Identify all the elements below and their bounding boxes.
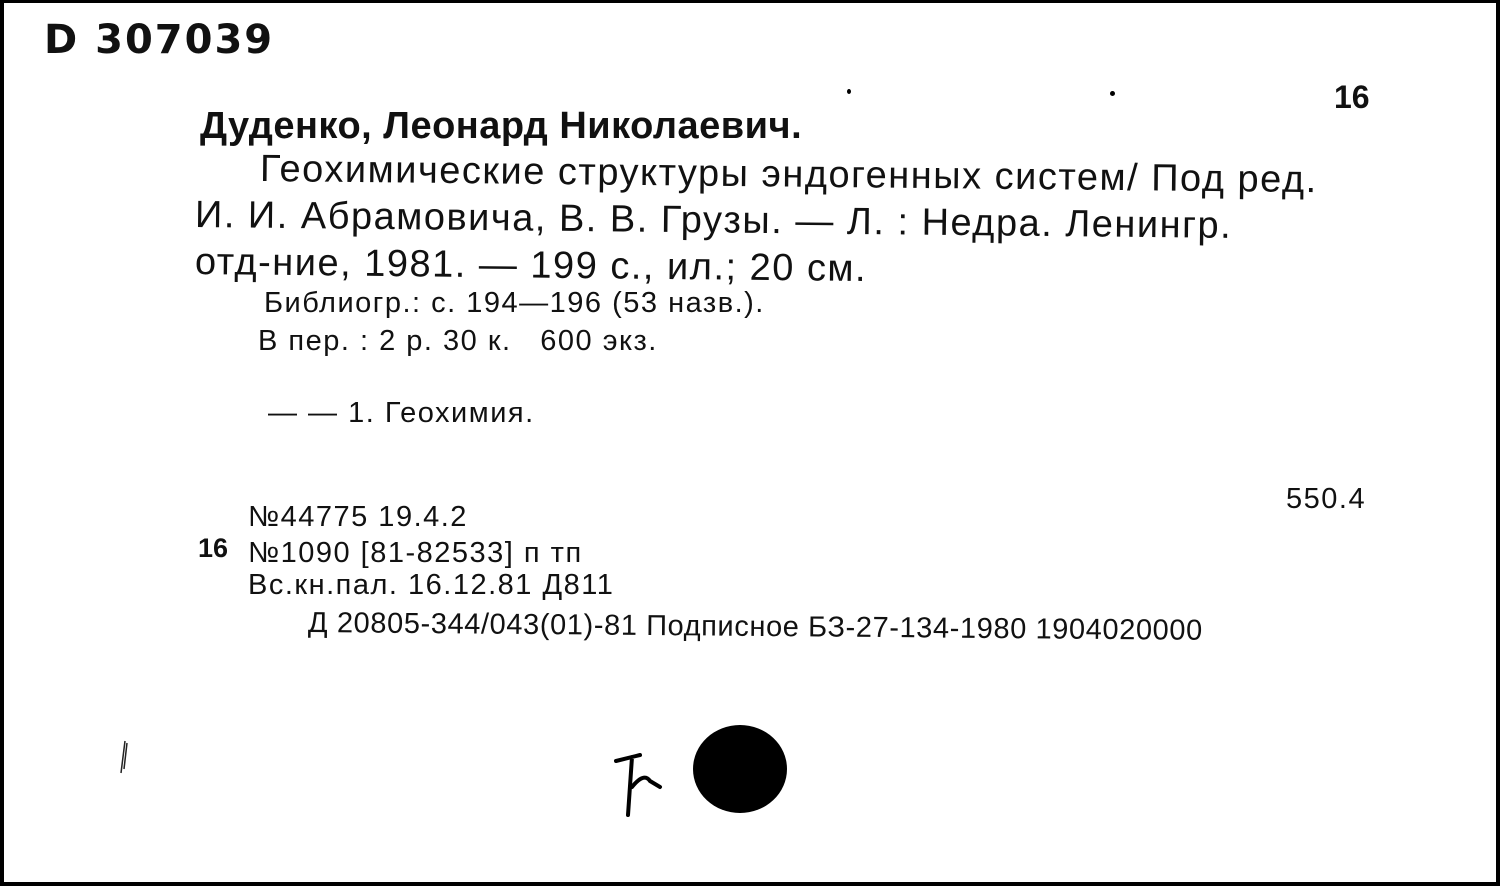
title-line-2: И. И. Абрамовича, В. В. Грузы. — Л. : Недра. Ленингр. — [194, 194, 1233, 247]
title-line-3: отд-ние, 1981. — 199 с., ил.; 20 см. — [194, 241, 868, 291]
side-number: 16 — [198, 533, 229, 563]
punch-hole — [693, 725, 787, 813]
pencil-mark — [116, 739, 130, 775]
imprint-code: Д 20805-344/043(01)-81 Подписное БЗ-27-134-1980 1904020000 — [307, 607, 1203, 647]
shelf-number: 16 — [1334, 79, 1370, 115]
handwritten-mark — [610, 747, 666, 819]
accession-number: D 307039 — [44, 17, 275, 63]
order-line-1: №44775 19.4.2 — [248, 501, 468, 533]
title-line-1: Геохимические структуры эндогенных систем/ Под ред. — [259, 148, 1318, 202]
speck-mark — [1110, 91, 1115, 96]
order-line-3: Вс.кн.пал. 16.12.81 Д811 — [248, 569, 615, 601]
order-line-2: №1090 [81-82533] п тп — [248, 537, 583, 569]
udc-index: 550.4 — [1286, 483, 1367, 515]
author-heading: Дуденко, Леонард Николаевич. — [200, 105, 803, 147]
bibliography-note: Библиогр.: с. 194—196 (53 назв.). — [264, 287, 765, 319]
subject-heading: — — 1. Геохимия. — [268, 397, 535, 429]
speck-mark — [847, 89, 851, 94]
price-note: В пер. : 2 р. 30 к. 600 экз. — [258, 325, 658, 357]
